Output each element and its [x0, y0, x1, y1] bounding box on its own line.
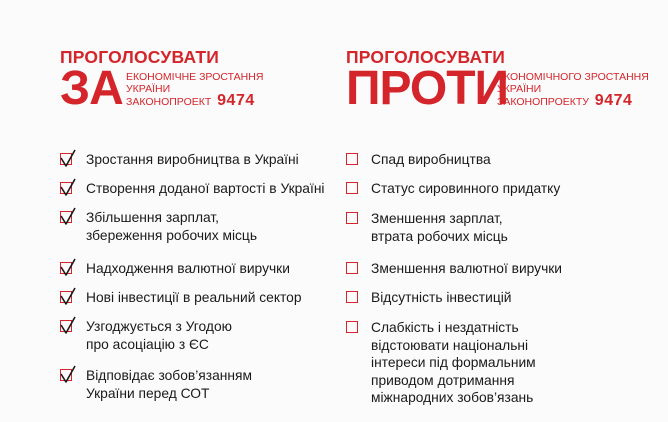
for-item-text-line: Надходження валютної виручки: [86, 261, 290, 276]
against-item-text-line: інтереси під формальним: [371, 355, 536, 370]
checkbox-checked-icon[interactable]: [60, 320, 72, 332]
against-subtitle-line-2: УКРАЇНИ: [497, 82, 542, 95]
for-item-text-line: про асоціацію з ЄС: [86, 336, 209, 352]
for-item-text: [86, 260, 290, 278]
checkbox-icon[interactable]: [346, 153, 358, 165]
for-item-text: [86, 209, 257, 244]
against-item-text: [371, 319, 536, 407]
against-big-word: ПРОТИ: [346, 62, 509, 115]
for-item-text: [86, 367, 252, 402]
against-item-text-line: втрата робочих місць: [371, 228, 508, 244]
against-item-text-line: Зменшення зарплат,: [371, 211, 503, 226]
for-item-text-line: Зростання виробництва в Україні: [86, 152, 299, 167]
against-bill-number: 9474: [594, 92, 633, 109]
for-bill-number: 9474: [217, 92, 255, 109]
for-bill-label: ЗАКОНОПРОЕКТ: [126, 96, 212, 108]
for-kicker: ПРОГОЛОСУВАТИ: [60, 47, 220, 67]
for-subtitle-line-1: ЕКОНОМІЧНЕ ЗРОСТАННЯ: [126, 71, 264, 83]
checkbox-icon[interactable]: [346, 182, 358, 194]
against-item-text-line: відстоювати національні: [371, 337, 529, 353]
against-bill-label: ЗАКОНОПРОЕКТУ: [497, 96, 589, 108]
for-item-text-line: Створення доданої вартості в Україні: [86, 181, 325, 196]
against-item-text: [371, 260, 562, 278]
against-kicker: ПРОГОЛОСУВАТИ: [346, 47, 506, 67]
against-item-text-line: Статус сировинного придатку: [371, 181, 561, 196]
against-item-text-line: Відсутність інвестицій: [371, 290, 512, 305]
for-item-text-line: України перед СОТ: [86, 385, 210, 401]
checkbox-checked-icon[interactable]: [60, 211, 72, 223]
checkbox-checked-icon[interactable]: [60, 262, 72, 274]
for-item-text: [86, 318, 232, 353]
against-item-text: [371, 151, 491, 169]
for-item-text-line: Збільшення зарплат,: [86, 210, 220, 225]
for-item-text-line: збереження робочих місць: [86, 227, 258, 243]
for-subtitle-line-3: [126, 92, 263, 109]
against-item-text: [371, 210, 508, 245]
for-item-text: [86, 289, 302, 307]
checkbox-checked-icon[interactable]: [60, 369, 72, 381]
against-item-text: [371, 180, 560, 198]
against-subtitle-line-1: ЕКОНОМІЧНОГО ЗРОСТАННЯ: [497, 71, 649, 83]
for-big-word: ЗА: [60, 62, 123, 115]
checkbox-checked-icon[interactable]: [60, 153, 72, 165]
against-item-text: [371, 289, 512, 307]
checkbox-checked-icon[interactable]: [60, 182, 72, 194]
against-subtitle-line-3: [497, 92, 649, 109]
for-item-text-line: Нові інвестиції в реальний сектор: [86, 290, 302, 305]
against-item-text-line: міжнародних зобов’язань: [371, 390, 534, 405]
for-subtitle-line-2: УКРАЇНИ: [126, 82, 171, 95]
against-subtitle: [497, 72, 649, 109]
checkbox-icon[interactable]: [346, 291, 358, 303]
for-item-text: [86, 180, 325, 198]
checkbox-icon[interactable]: [346, 321, 358, 333]
checkbox-checked-icon[interactable]: [60, 291, 72, 303]
against-item-text-line: приводом дотримання: [371, 372, 515, 388]
checkbox-icon[interactable]: [346, 262, 358, 274]
for-item-text-line: Узгоджується з Угодою: [86, 319, 232, 334]
checkbox-icon[interactable]: [346, 212, 358, 224]
against-item-text-line: Зменшення валютної виручки: [371, 261, 563, 276]
against-item-text-line: Слабкість і нездатність: [371, 320, 519, 335]
against-item-text-line: Спад виробництва: [371, 152, 491, 167]
for-item-text-line: Відповідає зобов’язанням: [86, 368, 252, 383]
for-subtitle: [126, 72, 263, 109]
for-item-text: [86, 151, 299, 169]
